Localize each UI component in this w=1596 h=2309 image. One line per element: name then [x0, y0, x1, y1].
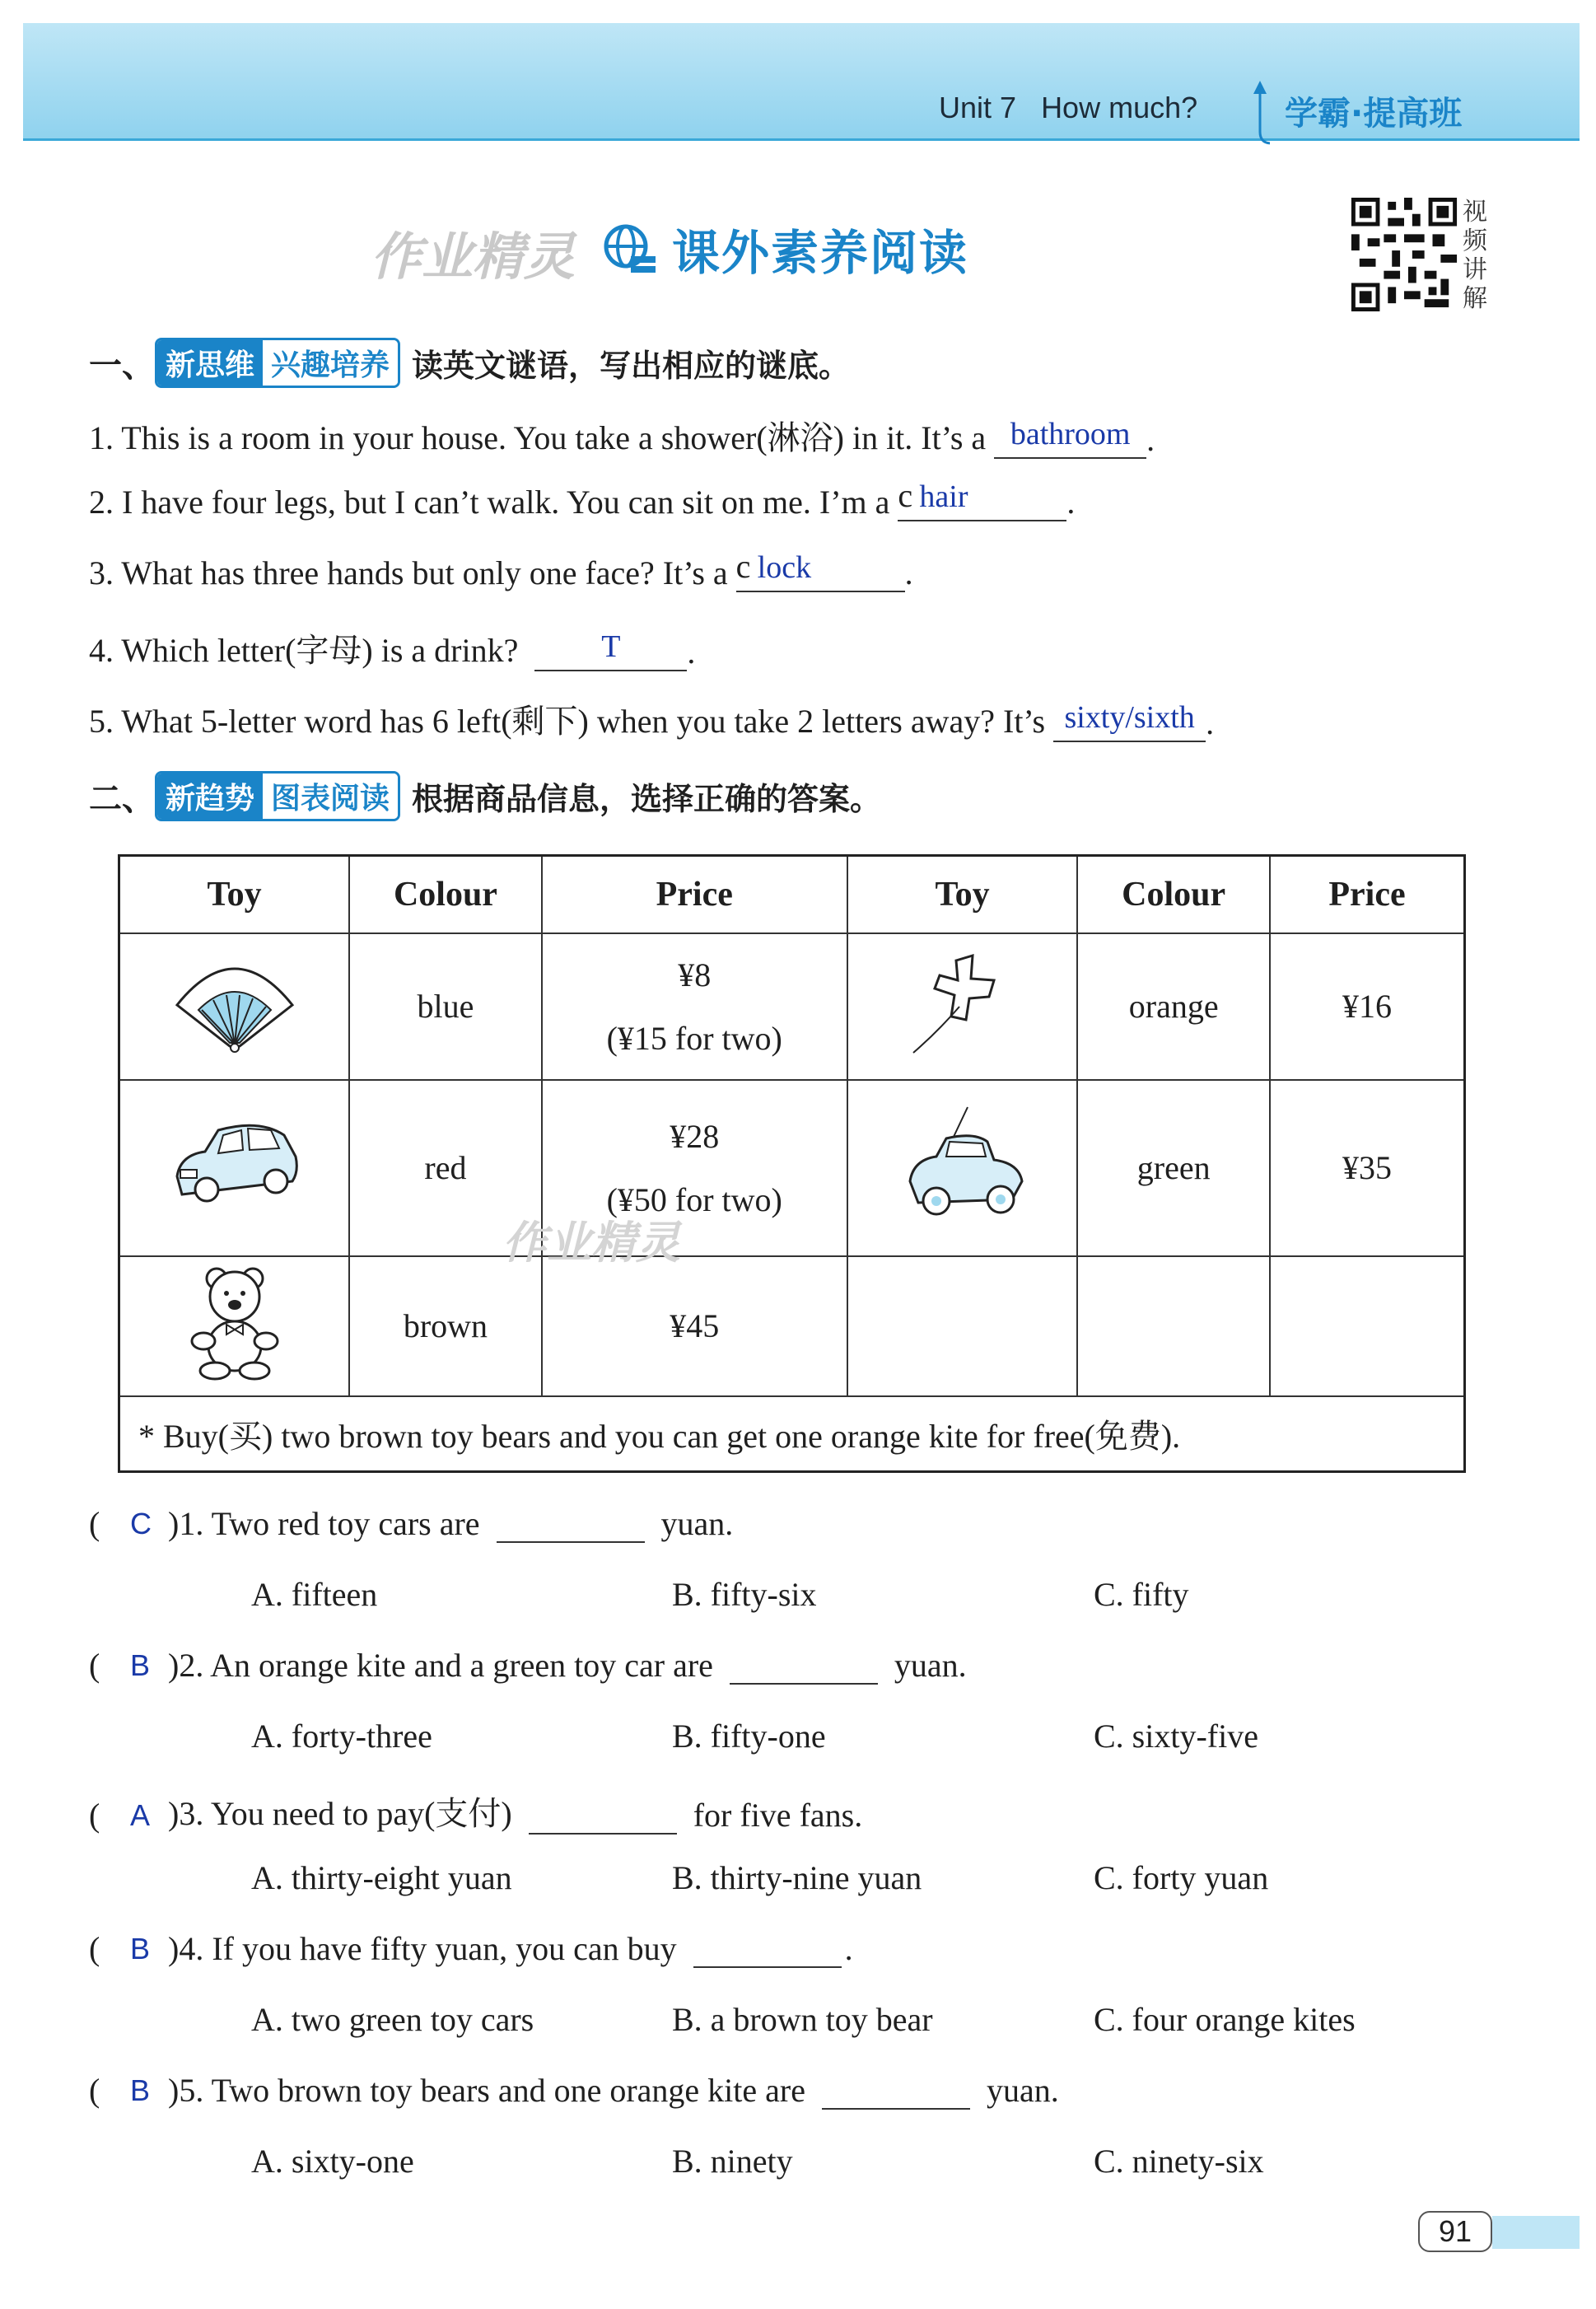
question-text: )2. An orange kite and a green toy car are [168, 1647, 713, 1684]
table-header: Toy [847, 856, 1078, 933]
toy-picture-cell [847, 933, 1078, 1080]
brand-logo: 学霸·提高班 [1285, 95, 1463, 133]
option-c[interactable]: C. ninety-six [1094, 2143, 1264, 2180]
question-text: )1. Two red toy cars are [168, 1505, 480, 1542]
colour-cell: orange [1077, 933, 1270, 1080]
question-after: for five fans. [693, 1797, 863, 1834]
riddle-text: 2. I have four legs, but I can’t walk. You can sit on me. I’m a [89, 484, 890, 521]
option-b[interactable]: B. ninety [672, 2143, 793, 2180]
handwritten-answer: bathroom [1010, 417, 1131, 451]
car-icon [889, 1102, 1037, 1226]
table-header: Colour [349, 856, 542, 933]
question-after: yuan. [894, 1647, 967, 1684]
goods-table [118, 854, 1466, 1473]
option-b[interactable]: B. fifty-six [672, 1576, 817, 1613]
empty-cell [1077, 1256, 1270, 1396]
riddle-1 [89, 412, 1155, 459]
qr-label-char: 频 [1463, 227, 1487, 255]
qr-label-char: 解 [1463, 284, 1487, 313]
option-a[interactable]: A. two green toy cars [251, 2001, 534, 2038]
answer-blank[interactable] [994, 417, 1146, 459]
answer-paren[interactable]: ( B [89, 2072, 151, 2109]
answer-paren[interactable]: ( B [89, 1647, 151, 1684]
section2-tag-a: 新趋势 [157, 774, 263, 819]
handwritten-answer: T [601, 629, 621, 664]
section1-tag-b: 兴趣培养 [263, 340, 398, 386]
price-cell: ¥35 [1270, 1080, 1465, 1256]
handwritten-answer: lock [757, 550, 812, 585]
teddy-bear-icon [161, 1260, 309, 1384]
question-blank[interactable] [693, 1935, 842, 1968]
handwritten-answer: sixty/sixth [1064, 700, 1195, 735]
page-number-bar [1492, 2216, 1580, 2249]
answer-paren[interactable]: ( A [89, 1797, 151, 1834]
price: ¥28 [670, 1117, 720, 1155]
table-header: Price [1270, 856, 1465, 933]
handwritten-answer: hair [919, 479, 968, 514]
toy-picture-cell [119, 933, 350, 1080]
watermark-top: 作业精灵 [371, 227, 576, 287]
option-c[interactable]: C. four orange kites [1094, 2001, 1356, 2038]
option-b[interactable]: B. a brown toy bear [672, 2001, 933, 2038]
title-text: 课外素养阅读 [672, 225, 969, 281]
table-note: * Buy(买) two brown toy bears and you can get one orange kite for free(免费). [119, 1396, 1465, 1472]
question-blank[interactable] [730, 1652, 878, 1685]
riddle-end: . [1066, 484, 1076, 521]
question-1 [89, 1504, 733, 1543]
car-icon [161, 1102, 309, 1226]
question-5 [89, 2071, 1059, 2110]
table-row [119, 1256, 1465, 1396]
section2-number: 二、 [89, 779, 155, 818]
handwritten-choice: B [130, 2073, 151, 2107]
fan-icon [161, 941, 309, 1064]
riddle-end: . [1146, 421, 1155, 458]
riddle-text: 5. What 5-letter word has 6 left(剩下) when you take 2 letters away? It’s [89, 703, 1046, 740]
section1-instruction: 读英文谜语，写出相应的谜底。 [412, 347, 851, 384]
price-offer: (¥50 for two) [606, 1180, 782, 1218]
price: ¥8 [678, 956, 712, 993]
answer-paren[interactable]: ( C [89, 1505, 152, 1542]
question-after: yuan. [660, 1505, 734, 1542]
price-cell: ¥16 [1270, 933, 1465, 1080]
colour-cell: red [349, 1080, 542, 1256]
handwritten-choice: C [130, 1507, 152, 1540]
globe-book-icon [601, 220, 659, 278]
answer-blank[interactable] [1053, 700, 1206, 742]
colour-cell: green [1077, 1080, 1270, 1256]
question-text: )3. You need to pay(支付) [168, 1795, 512, 1832]
question-4 [89, 1929, 853, 1968]
section2-tag-b: 图表阅读 [263, 774, 398, 819]
handwritten-choice: A [130, 1798, 151, 1832]
option-c[interactable]: C. sixty-five [1094, 1718, 1258, 1755]
riddle-text: 3. What has three hands but only one face? It’s a [89, 554, 728, 591]
qr-code-icon[interactable] [1351, 198, 1458, 311]
table-header-row [119, 856, 1465, 933]
riddle-end: . [1206, 704, 1215, 741]
page-number: 91 [1418, 2211, 1492, 2252]
answer-blank[interactable] [735, 548, 905, 592]
handwritten-choice: B [130, 1932, 151, 1965]
option-c[interactable]: C. forty yuan [1094, 1859, 1269, 1896]
kite-icon [889, 941, 1037, 1064]
table-row [119, 1080, 1465, 1256]
page-title [601, 216, 968, 282]
question-text: )5. Two brown toy bears and one orange kite are [168, 2072, 805, 2109]
option-a[interactable]: A. sixty-one [251, 2143, 414, 2180]
section1-heading [89, 338, 850, 387]
answer-paren[interactable]: ( B [89, 1930, 151, 1967]
table-header: Colour [1077, 856, 1270, 933]
table-header: Price [542, 856, 847, 933]
price-offer: (¥15 for two) [606, 1019, 782, 1057]
option-b[interactable]: B. fifty-one [672, 1718, 826, 1755]
toy-picture-cell [847, 1080, 1078, 1256]
section2-instruction: 根据商品信息，选择正确的答案。 [412, 780, 882, 817]
question-after: yuan. [986, 2072, 1059, 2109]
section1-tag [155, 338, 400, 388]
question-3 [89, 1788, 862, 1835]
answer-blank[interactable] [534, 629, 687, 671]
table-row [119, 933, 1465, 1080]
question-blank[interactable] [497, 1510, 645, 1543]
qr-label [1463, 198, 1492, 313]
question-after: . [844, 1930, 853, 1967]
riddle-text: 1. This is a room in your house. You take a shower(淋浴) in it. It’s a [89, 419, 987, 456]
question-blank[interactable] [529, 1802, 677, 1835]
toy-picture-cell [119, 1080, 350, 1256]
question-blank[interactable] [822, 2077, 970, 2110]
question-text: )4. If you have fifty yuan, you can buy [168, 1930, 677, 1967]
option-b[interactable]: B. thirty-nine yuan [672, 1859, 922, 1896]
printed-prefix: c [898, 477, 913, 514]
qr-label-char: 讲 [1463, 255, 1487, 284]
header-rule [23, 138, 1580, 141]
colour-cell: blue [349, 933, 542, 1080]
option-c[interactable]: C. fifty [1094, 1576, 1189, 1613]
watermark-middle: 作业精灵 [502, 1217, 680, 1269]
riddle-2 [89, 477, 1076, 521]
header-unit-title [939, 91, 1197, 125]
section2-tag [155, 771, 400, 821]
unit-topic: How much? [1041, 91, 1198, 124]
riddle-5 [89, 695, 1214, 742]
section1-number: 一、 [89, 346, 155, 385]
riddle-text: 4. Which letter(字母) is a drink? [89, 632, 519, 669]
printed-prefix: c [735, 548, 751, 585]
riddle-4 [89, 624, 695, 671]
table-note-row [119, 1396, 1465, 1472]
qr-label-char: 视 [1463, 198, 1487, 227]
empty-cell [847, 1256, 1078, 1396]
riddle-3 [89, 548, 913, 592]
unit-label: Unit 7 [939, 91, 1017, 124]
empty-cell [1270, 1256, 1465, 1396]
option-a[interactable]: A. fifteen [251, 1576, 378, 1613]
handwritten-choice: B [130, 1648, 151, 1682]
riddle-end: . [904, 554, 913, 591]
price-cell [542, 933, 847, 1080]
section2-heading [89, 771, 881, 820]
section1-tag-a: 新思维 [157, 340, 263, 386]
arrow-up-icon [1250, 79, 1270, 145]
option-a[interactable]: A. thirty-eight yuan [251, 1859, 512, 1896]
answer-blank[interactable] [898, 477, 1066, 521]
riddle-end: . [687, 633, 696, 671]
price-cell: ¥45 [542, 1256, 847, 1396]
toy-picture-cell [119, 1256, 350, 1396]
question-2 [89, 1646, 967, 1685]
option-a[interactable]: A. forty-three [251, 1718, 432, 1755]
colour-cell: brown [349, 1256, 542, 1396]
table-header: Toy [119, 856, 350, 933]
